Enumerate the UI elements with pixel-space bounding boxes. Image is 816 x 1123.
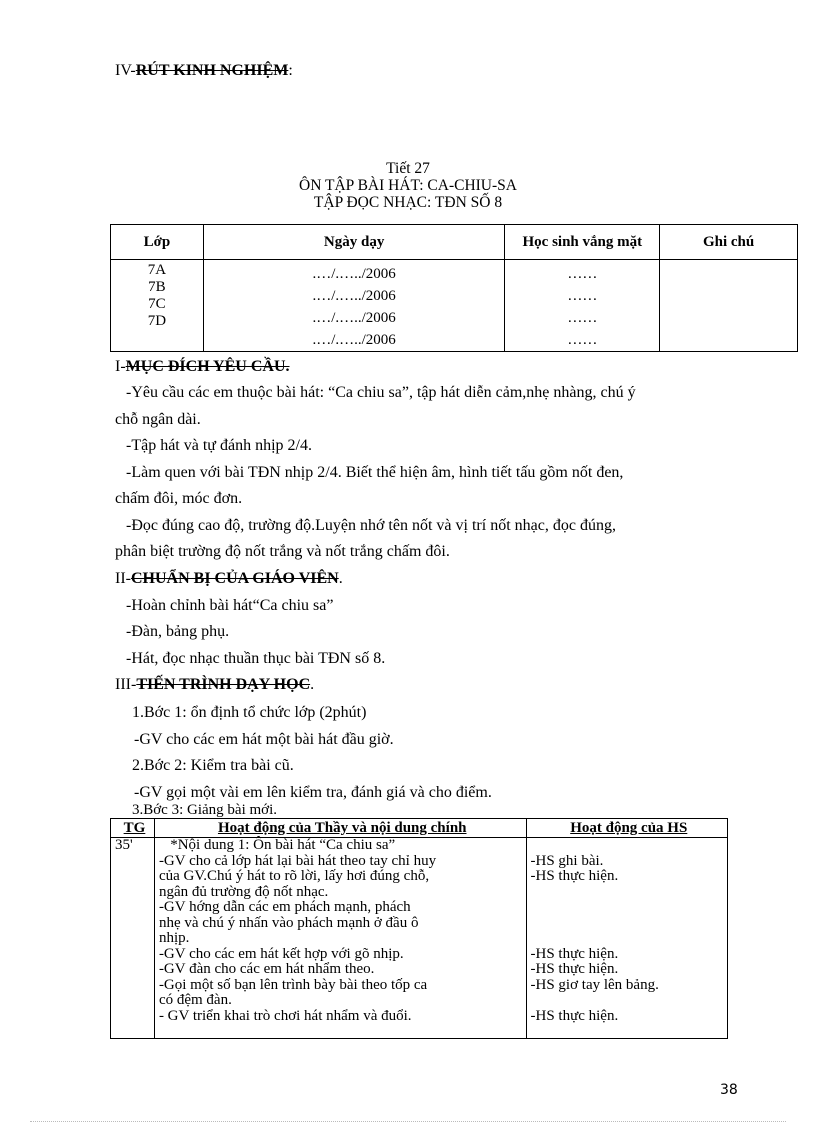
section-3-line: 1.Bớc 1: ổn định tổ chức lớp (2phút) — [132, 704, 367, 721]
footer-divider — [30, 1121, 786, 1122]
date-item: .…/.…../2006 — [312, 266, 396, 282]
section-3-prefix: III- — [115, 676, 137, 693]
student-line: -HS thực hiện. — [530, 961, 619, 977]
class-item: 7C — [148, 296, 166, 312]
student-line: -HS giơ tay lên bảng. — [530, 976, 659, 993]
class-schedule-table — [110, 224, 798, 352]
header-hoc-sinh-vang: Học sinh vắng mặt — [505, 225, 660, 260]
section-1-line: chấm đôi, móc đơn. — [115, 490, 243, 507]
student-line — [531, 900, 727, 916]
teacher-line: của GV.Chú ý hát to rõ lời, lấy hơi đúng chỗ, — [158, 868, 430, 884]
section-1-prefix: I- — [115, 358, 126, 375]
teacher-line: -GV hớng dẫn các em phách mạnh, phách — [158, 899, 411, 915]
section-2-heading — [115, 570, 343, 588]
date-list-cell — [203, 260, 505, 352]
section-1-line: -Yêu cầu các em thuộc bài hát: “Ca chiu sa”, tập hát diễn cảm,nhẹ nhàng, chú ý — [126, 384, 636, 401]
student-line — [531, 838, 727, 854]
section-4-heading — [115, 62, 293, 80]
class-list-cell — [111, 260, 204, 352]
section-3-line: 2.Bớc 2: Kiểm tra bài cũ. — [132, 757, 294, 774]
student-line: -HS thực hiện. — [530, 945, 619, 962]
section-1-line: -Đọc đúng cao độ, trường độ.Luyện nhớ tên nốt và vị trí nốt nhạc, đọc đúng, — [126, 517, 616, 534]
time-cell: 35' — [111, 838, 155, 1039]
section-3-title: TIẾN TRÌNH DẠY HỌC — [136, 676, 311, 693]
header-time: TG — [111, 819, 155, 838]
section-1-line: -Tập hát và tự đánh nhịp 2/4. — [126, 437, 312, 454]
section-3-suffix: . — [310, 676, 315, 693]
teacher-line: có đệm đàn. — [158, 992, 232, 1008]
date-item: .…/.…../2006 — [312, 288, 396, 304]
header-lop: Lớp — [111, 225, 204, 260]
class-item: 7A — [147, 262, 167, 278]
absent-item: …… — [567, 332, 598, 348]
student-line: -HS thực hiện. — [530, 868, 619, 884]
class-item: 7D — [147, 313, 167, 329]
section-1-line: -Làm quen với bài TĐN nhịp 2/4. Biết thể hiện âm, hình tiết tấu gồm nốt đen, — [126, 464, 624, 481]
absent-item: …… — [567, 310, 598, 326]
section-2-line: -Hoàn chỉnh bài hát“Ca chiu sa” — [126, 597, 334, 614]
activity-table-header-row — [111, 819, 728, 838]
teacher-line: nhẹ và chú ý nhấn vào phách mạnh ở đầu ô — [158, 914, 419, 931]
section-2-prefix: II- — [115, 570, 131, 587]
section-1-title: MỤC ĐÍCH YÊU CẦU. — [125, 358, 290, 375]
section-3-heading — [115, 676, 314, 694]
section-1-heading — [115, 358, 290, 376]
lesson-title-2: TẬP ĐỌC NHẠC: TĐN SỐ 8 — [313, 194, 503, 211]
class-table-body-row — [111, 260, 798, 352]
absent-item: …… — [567, 266, 598, 282]
section-1-line: phân biệt trường độ nốt trắng và nốt trắng chấm đôi. — [115, 543, 450, 560]
section-4-title: RÚT KINH NGHIỆM — [135, 62, 289, 79]
teacher-line: -GV cho cả lớp hát lại bài hát theo tay chỉ huy — [158, 852, 437, 869]
section-3-line: -GV cho các em hát một bài hát đầu giờ. — [134, 731, 394, 748]
teacher-line: -GV cho các em hát kết hợp với gõ nhịp. — [158, 945, 404, 962]
class-item: 7B — [148, 279, 166, 295]
teacher-line: *Nội dung 1: Ôn bài hát “Ca chiu sa” — [158, 837, 396, 853]
student-activity-cell — [526, 838, 727, 1039]
activity-table-body-row — [111, 838, 728, 1039]
header-student: Hoạt động của HS — [526, 819, 727, 838]
teacher-line: -Gọi một số bạn lên trình bày bài theo tốp ca — [158, 976, 428, 993]
lesson-title-1: ÔN TẬP BÀI HÁT: CA-CHIU-SA — [299, 177, 517, 194]
date-item: .…/.…../2006 — [312, 310, 396, 326]
page-number: 38 — [720, 1082, 738, 1098]
activity-table — [110, 818, 728, 1039]
section-2-line: -Đàn, bảng phụ. — [126, 623, 230, 640]
header-ghi-chu: Ghi chú — [660, 225, 798, 260]
student-line — [531, 931, 727, 947]
date-item: .…/.…../2006 — [312, 332, 396, 348]
section-4-prefix: IV- — [115, 62, 136, 79]
header-teacher: Hoạt động của Thầy và nội dung chính — [154, 819, 526, 838]
lesson-number: Tiết 27 — [386, 160, 430, 177]
section-4-suffix: : — [288, 62, 293, 79]
teacher-activity-cell — [154, 838, 526, 1039]
student-line — [531, 916, 727, 932]
student-line: -HS thực hiện. — [530, 1007, 619, 1024]
section-2-suffix: . — [338, 570, 343, 587]
student-line — [531, 993, 727, 1009]
section-1-line: chỗ ngân dài. — [115, 411, 201, 428]
teacher-line: nhịp. — [158, 930, 190, 946]
section-3-line: -GV gọi một vài em lên kiểm tra, đánh giá và cho điểm. — [134, 784, 492, 801]
class-table-header-row — [111, 225, 798, 260]
teacher-line: -GV đàn cho các em hát nhẩm theo. — [158, 961, 375, 977]
section-2-title: CHUẨN BỊ CỦA GIÁO VIÊN — [130, 570, 339, 587]
student-line: -HS ghi bài. — [530, 852, 604, 869]
header-ngay-day: Ngày dạy — [203, 225, 505, 260]
absent-list-cell — [505, 260, 660, 352]
notes-cell — [660, 260, 798, 352]
section-3-line: 3.Bớc 3: Giảng bài mới. — [132, 802, 278, 818]
absent-item: …… — [567, 288, 598, 304]
student-line — [531, 885, 727, 901]
teacher-line: ngân đủ trường độ nốt nhạc. — [158, 883, 329, 900]
teacher-line: - GV triển khai trò chơi hát nhẩm và đuổi. — [158, 1007, 412, 1024]
lesson-header — [0, 160, 816, 211]
section-2-line: -Hát, đọc nhạc thuần thục bài TĐN số 8. — [126, 650, 386, 667]
